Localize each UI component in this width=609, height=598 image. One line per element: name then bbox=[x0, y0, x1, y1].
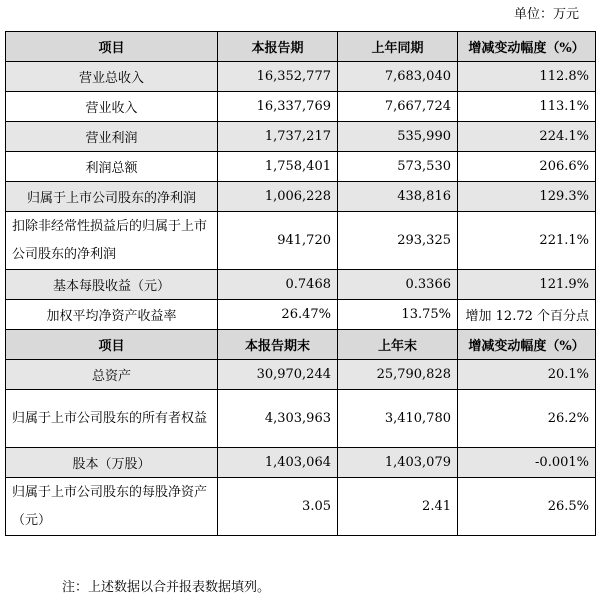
table-row bbox=[6, 182, 596, 212]
header-cell: 上年同期 bbox=[338, 32, 458, 62]
change-value: 26.5% bbox=[458, 478, 596, 536]
financial-summary-table bbox=[5, 31, 596, 536]
row-label: 利润总额 bbox=[6, 152, 218, 182]
change-value: 增加 12.72 个百分点 bbox=[458, 300, 596, 330]
table-row bbox=[6, 478, 596, 536]
prior-year-end-value: 3,410,780 bbox=[338, 390, 458, 448]
period-end-value: 30,970,244 bbox=[218, 360, 338, 390]
period-end-value: 3.05 bbox=[218, 478, 338, 536]
current-value: 26.47% bbox=[218, 300, 338, 330]
header-cell: 本报告期末 bbox=[218, 330, 338, 360]
current-value: 16,337,769 bbox=[218, 92, 338, 122]
change-value: 20.1% bbox=[458, 360, 596, 390]
table-row bbox=[6, 360, 596, 390]
change-value: 112.8% bbox=[458, 62, 596, 92]
change-value: -0.001% bbox=[458, 448, 596, 478]
prior-year-end-value: 2.41 bbox=[338, 478, 458, 536]
current-value: 1,737,217 bbox=[218, 122, 338, 152]
row-label: 总资产 bbox=[6, 360, 218, 390]
current-value: 16,352,777 bbox=[218, 62, 338, 92]
table-row bbox=[6, 212, 596, 270]
table-header-row bbox=[6, 32, 596, 62]
prior-year-end-value: 25,790,828 bbox=[338, 360, 458, 390]
prior-value: 293,325 bbox=[338, 212, 458, 270]
table-row bbox=[6, 62, 596, 92]
row-label: 基本每股收益（元） bbox=[6, 270, 218, 300]
header-cell: 项目 bbox=[6, 32, 218, 62]
current-value: 941,720 bbox=[218, 212, 338, 270]
row-label: 股本（万股） bbox=[6, 448, 218, 478]
footnote: 注：上述数据以合并报表数据填列。 bbox=[62, 580, 271, 595]
current-value: 1,758,401 bbox=[218, 152, 338, 182]
row-label: 营业利润 bbox=[6, 122, 218, 152]
header-cell: 上年末 bbox=[338, 330, 458, 360]
row-label: 归属于上市公司股东的每股净资产（元） bbox=[6, 478, 218, 536]
prior-value: 0.3366 bbox=[338, 270, 458, 300]
change-value: 121.9% bbox=[458, 270, 596, 300]
row-label: 营业收入 bbox=[6, 92, 218, 122]
row-label: 营业总收入 bbox=[6, 62, 218, 92]
current-value: 1,006,228 bbox=[218, 182, 338, 212]
prior-value: 573,530 bbox=[338, 152, 458, 182]
change-value: 224.1% bbox=[458, 122, 596, 152]
change-value: 129.3% bbox=[458, 182, 596, 212]
unit-label: 单位：万元 bbox=[513, 7, 579, 22]
prior-year-end-value: 1,403,079 bbox=[338, 448, 458, 478]
period-end-value: 4,303,963 bbox=[218, 390, 338, 448]
table-row bbox=[6, 390, 596, 448]
row-label: 归属于上市公司股东的净利润 bbox=[6, 182, 218, 212]
header-cell: 项目 bbox=[6, 330, 218, 360]
table-row bbox=[6, 152, 596, 182]
table-row bbox=[6, 300, 596, 330]
change-value: 221.1% bbox=[458, 212, 596, 270]
table-row bbox=[6, 122, 596, 152]
change-value: 26.2% bbox=[458, 390, 596, 448]
table-row bbox=[6, 448, 596, 478]
table-row bbox=[6, 270, 596, 300]
prior-value: 438,816 bbox=[338, 182, 458, 212]
change-value: 206.6% bbox=[458, 152, 596, 182]
prior-value: 7,683,040 bbox=[338, 62, 458, 92]
change-value: 113.1% bbox=[458, 92, 596, 122]
prior-value: 535,990 bbox=[338, 122, 458, 152]
header-cell: 增减变动幅度（%） bbox=[458, 330, 596, 360]
row-label: 扣除非经常性损益后的归属于上市公司股东的净利润 bbox=[6, 212, 218, 270]
row-label: 加权平均净资产收益率 bbox=[6, 300, 218, 330]
table-row bbox=[6, 92, 596, 122]
prior-value: 13.75% bbox=[338, 300, 458, 330]
prior-value: 7,667,724 bbox=[338, 92, 458, 122]
table-header-row bbox=[6, 330, 596, 360]
period-end-value: 1,403,064 bbox=[218, 448, 338, 478]
row-label: 归属于上市公司股东的所有者权益 bbox=[6, 390, 218, 448]
header-cell: 本报告期 bbox=[218, 32, 338, 62]
header-cell: 增减变动幅度（%） bbox=[458, 32, 596, 62]
current-value: 0.7468 bbox=[218, 270, 338, 300]
